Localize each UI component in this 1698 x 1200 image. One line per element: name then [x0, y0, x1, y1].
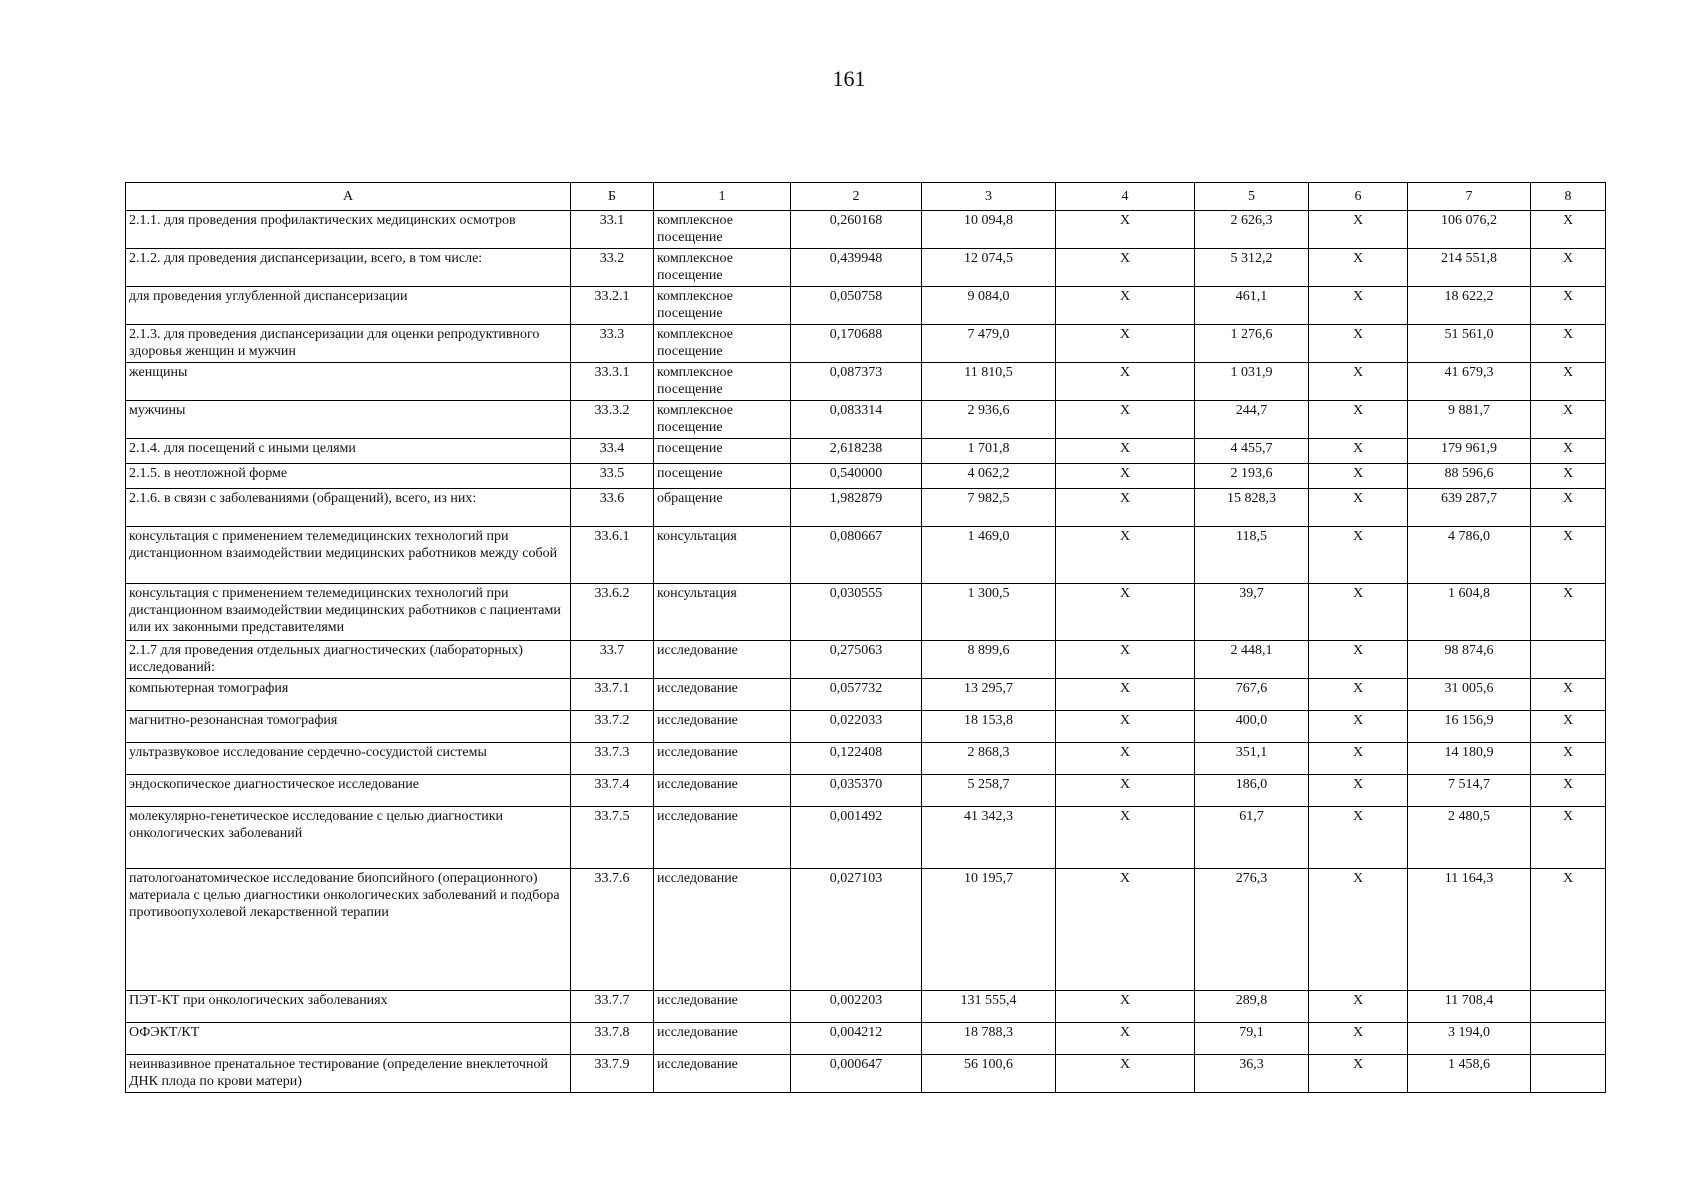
- row-unit: комплексное посещение: [654, 287, 791, 325]
- cell-col-4: X: [1056, 401, 1195, 439]
- cell-col-7: 2 480,5: [1408, 807, 1531, 869]
- cell-col-4: X: [1056, 584, 1195, 641]
- cell-col-7: 51 561,0: [1408, 325, 1531, 363]
- cell-col-8: X: [1531, 464, 1606, 489]
- row-name: 2.1.6. в связи с заболеваниями (обращений), всего, из них:: [126, 489, 571, 527]
- row-unit: обращение: [654, 489, 791, 527]
- row-code: 33.7.2: [571, 711, 654, 743]
- cell-col-2: 1,982879: [791, 489, 922, 527]
- cell-col-2: 0,083314: [791, 401, 922, 439]
- row-code: 33.5: [571, 464, 654, 489]
- cell-col-7: 106 076,2: [1408, 211, 1531, 249]
- cell-col-6: X: [1309, 807, 1408, 869]
- cell-col-2: 2,618238: [791, 439, 922, 464]
- row-name: консультация с применением телемедицинских технологий при дистанционном взаимодействии медицинских работников с пациентами или их законными представителями: [126, 584, 571, 641]
- cell-col-7: 11 164,3: [1408, 869, 1531, 991]
- row-unit: исследование: [654, 641, 791, 679]
- cell-col-4: X: [1056, 325, 1195, 363]
- cell-col-4: X: [1056, 775, 1195, 807]
- row-code: 33.7.8: [571, 1023, 654, 1055]
- cell-col-7: 1 458,6: [1408, 1055, 1531, 1093]
- row-name: женщины: [126, 363, 571, 401]
- cell-col-7: 16 156,9: [1408, 711, 1531, 743]
- cell-col-3: 10 094,8: [922, 211, 1056, 249]
- cell-col-8: X: [1531, 401, 1606, 439]
- cell-col-8: X: [1531, 439, 1606, 464]
- cell-col-8: X: [1531, 711, 1606, 743]
- cell-col-8: X: [1531, 489, 1606, 527]
- column-header: 1: [654, 183, 791, 211]
- cell-col-3: 1 701,8: [922, 439, 1056, 464]
- cell-col-6: X: [1309, 464, 1408, 489]
- cell-col-5: 5 312,2: [1195, 249, 1309, 287]
- cell-col-3: 1 300,5: [922, 584, 1056, 641]
- cell-col-5: 15 828,3: [1195, 489, 1309, 527]
- table-row: [126, 325, 1606, 363]
- cell-col-4: X: [1056, 527, 1195, 584]
- table-row: [126, 287, 1606, 325]
- cell-col-6: X: [1309, 363, 1408, 401]
- column-header: 2: [791, 183, 922, 211]
- row-code: 33.3: [571, 325, 654, 363]
- column-header: Б: [571, 183, 654, 211]
- table-row: [126, 1055, 1606, 1093]
- cell-col-8: X: [1531, 287, 1606, 325]
- cell-col-3: 18 788,3: [922, 1023, 1056, 1055]
- table-row: [126, 211, 1606, 249]
- cell-col-8: X: [1531, 679, 1606, 711]
- cell-col-4: X: [1056, 439, 1195, 464]
- row-name: эндоскопическое диагностическое исследование: [126, 775, 571, 807]
- row-code: 33.6.1: [571, 527, 654, 584]
- cell-col-2: 0,035370: [791, 775, 922, 807]
- table-row: [126, 711, 1606, 743]
- cell-col-4: X: [1056, 641, 1195, 679]
- cell-col-2: 0,004212: [791, 1023, 922, 1055]
- column-header: 6: [1309, 183, 1408, 211]
- row-name: 2.1.2. для проведения диспансеризации, всего, в том числе:: [126, 249, 571, 287]
- cell-col-2: 0,050758: [791, 287, 922, 325]
- row-code: 33.3.2: [571, 401, 654, 439]
- cell-col-8: [1531, 1023, 1606, 1055]
- row-name: компьютерная томография: [126, 679, 571, 711]
- cell-col-2: 0,170688: [791, 325, 922, 363]
- table-row: [126, 249, 1606, 287]
- cell-col-7: 1 604,8: [1408, 584, 1531, 641]
- cell-col-5: 61,7: [1195, 807, 1309, 869]
- cell-col-6: X: [1309, 991, 1408, 1023]
- cell-col-8: X: [1531, 363, 1606, 401]
- cell-col-4: X: [1056, 807, 1195, 869]
- cell-col-7: 9 881,7: [1408, 401, 1531, 439]
- cell-col-8: X: [1531, 807, 1606, 869]
- row-unit: комплексное посещение: [654, 401, 791, 439]
- row-code: 33.6.2: [571, 584, 654, 641]
- row-code: 33.6: [571, 489, 654, 527]
- cell-col-3: 41 342,3: [922, 807, 1056, 869]
- cell-col-5: 186,0: [1195, 775, 1309, 807]
- row-unit: исследование: [654, 1023, 791, 1055]
- row-name: 2.1.1. для проведения профилактических медицинских осмотров: [126, 211, 571, 249]
- table-row: [126, 641, 1606, 679]
- cell-col-6: X: [1309, 584, 1408, 641]
- cell-col-7: 3 194,0: [1408, 1023, 1531, 1055]
- column-header: 5: [1195, 183, 1309, 211]
- cell-col-2: 0,000647: [791, 1055, 922, 1093]
- table-row: [126, 775, 1606, 807]
- cell-col-6: X: [1309, 743, 1408, 775]
- cell-col-4: X: [1056, 363, 1195, 401]
- row-name: 2.1.7 для проведения отдельных диагностических (лабораторных) исследований:: [126, 641, 571, 679]
- cell-col-7: 11 708,4: [1408, 991, 1531, 1023]
- table-row: [126, 527, 1606, 584]
- row-unit: комплексное посещение: [654, 249, 791, 287]
- cell-col-5: 4 455,7: [1195, 439, 1309, 464]
- row-code: 33.7.9: [571, 1055, 654, 1093]
- cell-col-2: 0,087373: [791, 363, 922, 401]
- cell-col-8: X: [1531, 249, 1606, 287]
- header-row: [126, 183, 1606, 211]
- cell-col-7: 41 679,3: [1408, 363, 1531, 401]
- cell-col-7: 179 961,9: [1408, 439, 1531, 464]
- row-code: 33.4: [571, 439, 654, 464]
- cell-col-8: X: [1531, 743, 1606, 775]
- cell-col-6: X: [1309, 439, 1408, 464]
- cell-col-7: 4 786,0: [1408, 527, 1531, 584]
- column-header: 8: [1531, 183, 1606, 211]
- row-name: ПЭТ-КТ при онкологических заболеваниях: [126, 991, 571, 1023]
- column-header: 4: [1056, 183, 1195, 211]
- cell-col-3: 2 936,6: [922, 401, 1056, 439]
- cell-col-4: X: [1056, 711, 1195, 743]
- column-header: А: [126, 183, 571, 211]
- row-code: 33.7.5: [571, 807, 654, 869]
- cell-col-5: 276,3: [1195, 869, 1309, 991]
- cell-col-2: 0,027103: [791, 869, 922, 991]
- cell-col-6: X: [1309, 775, 1408, 807]
- cell-col-6: X: [1309, 1055, 1408, 1093]
- row-unit: исследование: [654, 991, 791, 1023]
- cell-col-3: 7 479,0: [922, 325, 1056, 363]
- cell-col-3: 7 982,5: [922, 489, 1056, 527]
- row-name: мужчины: [126, 401, 571, 439]
- cell-col-7: 88 596,6: [1408, 464, 1531, 489]
- cell-col-8: X: [1531, 584, 1606, 641]
- cell-col-5: 1 031,9: [1195, 363, 1309, 401]
- cell-col-8: [1531, 991, 1606, 1023]
- cell-col-7: 7 514,7: [1408, 775, 1531, 807]
- row-unit: исследование: [654, 711, 791, 743]
- row-unit: комплексное посещение: [654, 325, 791, 363]
- cell-col-8: X: [1531, 775, 1606, 807]
- cell-col-2: 0,080667: [791, 527, 922, 584]
- row-unit: посещение: [654, 439, 791, 464]
- cell-col-3: 8 899,6: [922, 641, 1056, 679]
- data-table: [125, 182, 1606, 1093]
- cell-col-3: 131 555,4: [922, 991, 1056, 1023]
- cell-col-6: X: [1309, 249, 1408, 287]
- table-row: [126, 584, 1606, 641]
- page-number: 161: [832, 66, 866, 91]
- cell-col-5: 2 193,6: [1195, 464, 1309, 489]
- cell-col-8: X: [1531, 527, 1606, 584]
- cell-col-4: X: [1056, 464, 1195, 489]
- row-name: неинвазивное пренатальное тестирование (определение внеклеточной ДНК плода по крови матери): [126, 1055, 571, 1093]
- cell-col-3: 18 153,8: [922, 711, 1056, 743]
- row-name: 2.1.4. для посещений с иными целями: [126, 439, 571, 464]
- row-name: патологоанатомическое исследование биопсийного (операционного) материала с целью диагностики онкологических заболеваний и подбора противоопухолевой лекарственной терапии: [126, 869, 571, 991]
- table-row: [126, 464, 1606, 489]
- row-name: ОФЭКТ/КТ: [126, 1023, 571, 1055]
- cell-col-3: 4 062,2: [922, 464, 1056, 489]
- cell-col-8: X: [1531, 211, 1606, 249]
- cell-col-2: 0,439948: [791, 249, 922, 287]
- cell-col-5: 118,5: [1195, 527, 1309, 584]
- cell-col-3: 9 084,0: [922, 287, 1056, 325]
- cell-col-6: X: [1309, 527, 1408, 584]
- table-row: [126, 363, 1606, 401]
- row-code: 33.7.1: [571, 679, 654, 711]
- cell-col-2: 0,275063: [791, 641, 922, 679]
- cell-col-8: [1531, 1055, 1606, 1093]
- cell-col-3: 1 469,0: [922, 527, 1056, 584]
- cell-col-3: 12 074,5: [922, 249, 1056, 287]
- row-name: молекулярно-генетическое исследование с целью диагностики онкологических заболеваний: [126, 807, 571, 869]
- cell-col-7: 98 874,6: [1408, 641, 1531, 679]
- row-name: магнитно-резонансная томография: [126, 711, 571, 743]
- cell-col-4: X: [1056, 489, 1195, 527]
- cell-col-6: X: [1309, 711, 1408, 743]
- table-row: [126, 679, 1606, 711]
- row-name: консультация с применением телемедицинских технологий при дистанционном взаимодействии медицинских работников между собой: [126, 527, 571, 584]
- cell-col-8: X: [1531, 869, 1606, 991]
- cell-col-4: X: [1056, 1055, 1195, 1093]
- row-code: 33.7.6: [571, 869, 654, 991]
- cell-col-6: X: [1309, 211, 1408, 249]
- cell-col-4: X: [1056, 869, 1195, 991]
- cell-col-2: 0,002203: [791, 991, 922, 1023]
- row-unit: посещение: [654, 464, 791, 489]
- cell-col-3: 10 195,7: [922, 869, 1056, 991]
- column-header: 3: [922, 183, 1056, 211]
- cell-col-3: 2 868,3: [922, 743, 1056, 775]
- row-code: 33.3.1: [571, 363, 654, 401]
- cell-col-7: 31 005,6: [1408, 679, 1531, 711]
- cell-col-3: 56 100,6: [922, 1055, 1056, 1093]
- cell-col-2: 0,540000: [791, 464, 922, 489]
- cell-col-6: X: [1309, 401, 1408, 439]
- cell-col-5: 767,6: [1195, 679, 1309, 711]
- cell-col-8: [1531, 641, 1606, 679]
- row-code: 33.1: [571, 211, 654, 249]
- cell-col-6: X: [1309, 1023, 1408, 1055]
- cell-col-6: X: [1309, 679, 1408, 711]
- row-code: 33.2: [571, 249, 654, 287]
- row-code: 33.7: [571, 641, 654, 679]
- cell-col-7: 214 551,8: [1408, 249, 1531, 287]
- cell-col-7: 18 622,2: [1408, 287, 1531, 325]
- row-unit: исследование: [654, 1055, 791, 1093]
- cell-col-6: X: [1309, 641, 1408, 679]
- row-unit: комплексное посещение: [654, 363, 791, 401]
- row-code: 33.7.4: [571, 775, 654, 807]
- cell-col-2: 0,122408: [791, 743, 922, 775]
- cell-col-5: 39,7: [1195, 584, 1309, 641]
- cell-col-6: X: [1309, 489, 1408, 527]
- cell-col-3: 13 295,7: [922, 679, 1056, 711]
- cell-col-5: 36,3: [1195, 1055, 1309, 1093]
- row-code: 33.7.3: [571, 743, 654, 775]
- row-unit: консультация: [654, 584, 791, 641]
- cell-col-5: 400,0: [1195, 711, 1309, 743]
- row-unit: исследование: [654, 679, 791, 711]
- table-row: [126, 743, 1606, 775]
- row-code: 33.7.7: [571, 991, 654, 1023]
- column-header: 7: [1408, 183, 1531, 211]
- cell-col-4: X: [1056, 991, 1195, 1023]
- cell-col-2: 0,001492: [791, 807, 922, 869]
- cell-col-5: 2 448,1: [1195, 641, 1309, 679]
- cell-col-4: X: [1056, 679, 1195, 711]
- table-row: [126, 489, 1606, 527]
- row-name: для проведения углубленной диспансеризации: [126, 287, 571, 325]
- row-name: 2.1.5. в неотложной форме: [126, 464, 571, 489]
- cell-col-2: 0,030555: [791, 584, 922, 641]
- row-unit: комплексное посещение: [654, 211, 791, 249]
- cell-col-8: X: [1531, 325, 1606, 363]
- cell-col-5: 351,1: [1195, 743, 1309, 775]
- table-row: [126, 439, 1606, 464]
- cell-col-5: 289,8: [1195, 991, 1309, 1023]
- row-unit: исследование: [654, 807, 791, 869]
- cell-col-4: X: [1056, 211, 1195, 249]
- row-unit: исследование: [654, 869, 791, 991]
- cell-col-2: 0,260168: [791, 211, 922, 249]
- row-name: ультразвуковое исследование сердечно-сосудистой системы: [126, 743, 571, 775]
- table-row: [126, 1023, 1606, 1055]
- cell-col-6: X: [1309, 869, 1408, 991]
- row-unit: исследование: [654, 743, 791, 775]
- cell-col-7: 639 287,7: [1408, 489, 1531, 527]
- row-code: 33.2.1: [571, 287, 654, 325]
- cell-col-6: X: [1309, 325, 1408, 363]
- cell-col-5: 79,1: [1195, 1023, 1309, 1055]
- cell-col-2: 0,022033: [791, 711, 922, 743]
- cell-col-3: 11 810,5: [922, 363, 1056, 401]
- cell-col-4: X: [1056, 743, 1195, 775]
- cell-col-6: X: [1309, 287, 1408, 325]
- cell-col-2: 0,057732: [791, 679, 922, 711]
- cell-col-5: 1 276,6: [1195, 325, 1309, 363]
- table-row: [126, 807, 1606, 869]
- cell-col-7: 14 180,9: [1408, 743, 1531, 775]
- table-row: [126, 991, 1606, 1023]
- cell-col-4: X: [1056, 287, 1195, 325]
- table-row: [126, 869, 1606, 991]
- cell-col-4: X: [1056, 1023, 1195, 1055]
- cell-col-5: 244,7: [1195, 401, 1309, 439]
- cell-col-5: 461,1: [1195, 287, 1309, 325]
- cell-col-5: 2 626,3: [1195, 211, 1309, 249]
- row-name: 2.1.3. для проведения диспансеризации для оценки репродуктивного здоровья женщин и мужчин: [126, 325, 571, 363]
- table-row: [126, 401, 1606, 439]
- cell-col-4: X: [1056, 249, 1195, 287]
- cell-col-3: 5 258,7: [922, 775, 1056, 807]
- row-unit: консультация: [654, 527, 791, 584]
- row-unit: исследование: [654, 775, 791, 807]
